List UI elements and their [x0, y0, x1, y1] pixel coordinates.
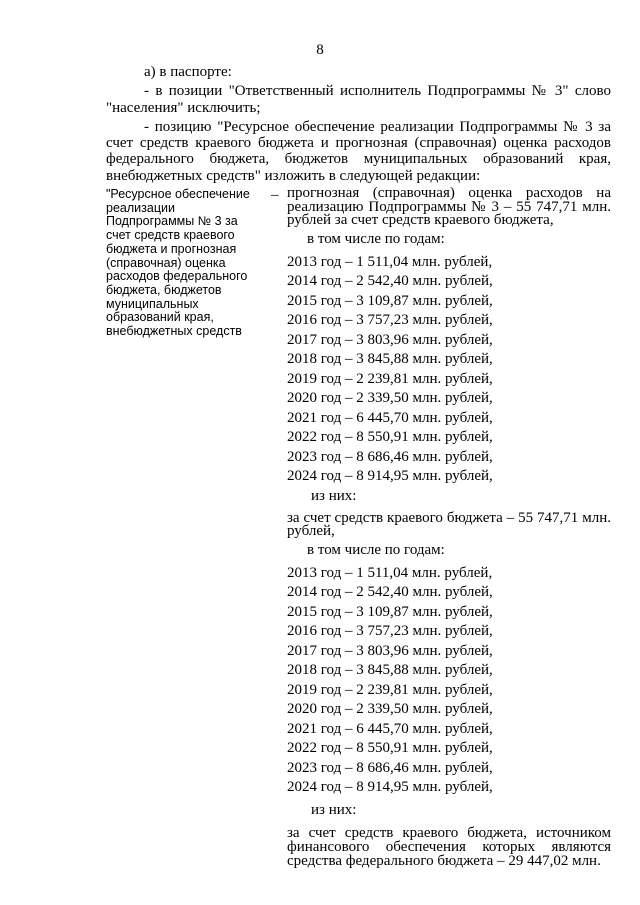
table-dash: –	[271, 187, 279, 203]
list-item: 2023 год – 8 686,46 млн. рублей,	[287, 759, 493, 776]
list-item: 2020 год – 2 339,50 млн. рублей,	[287, 390, 493, 406]
list-item: 2024 год – 8 914,95 млн. рублей,	[287, 779, 493, 795]
list-item: 2014 год – 2 542,40 млн. рублей,	[287, 273, 493, 289]
list-item: 2015 год – 3 109,87 млн. рублей,	[287, 603, 493, 620]
by-years-label-2: в том числе по годам:	[307, 541, 445, 558]
list-item: 2014 год – 2 542,40 млн. рублей,	[287, 584, 493, 600]
list-item: 2019 год – 2 239,81 млн. рублей,	[287, 681, 493, 698]
list-item: 2020 год – 2 339,50 млн. рублей,	[287, 701, 493, 717]
passport-position-value	[287, 187, 611, 868]
of-them-label-2: из них:	[311, 801, 357, 818]
years-list-total	[287, 253, 611, 487]
passport-position-label: "Ресурсное обеспечение реализации Подпрограммы № 3 за счет средств краевого бюджета и прогнозная (справочная) оценка расходов федерального бюджета, бюджетов муниципальных образований края, внебюджетных средств	[106, 187, 250, 339]
list-item: 2021 год – 6 445,70 млн. рублей,	[287, 720, 493, 737]
list-item: 2015 год – 3 109,87 млн. рублей,	[287, 292, 493, 309]
list-item: 2024 год – 8 914,95 млн. рублей,	[287, 468, 493, 484]
list-item: 2013 год – 1 511,04 млн. рублей,	[287, 564, 493, 581]
list-item: 2018 год – 3 845,88 млн. рублей,	[287, 662, 493, 678]
total-forecast-text: прогнозная (справочная) оценка расходов на реализацию Подпрограммы № 3 – 55 747,71 млн. рублей за счет средств краевого бюджета,	[287, 185, 611, 228]
list-item: 2017 год – 3 803,96 млн. рублей,	[287, 642, 493, 659]
list-item: 2017 год – 3 803,96 млн. рублей,	[287, 331, 493, 348]
bullet-2-text: - позицию "Ресурсное обеспечение реализации Подпрограммы № 3 за счет средств краевого бюджета и прогнозная (справочная) оценка расходов федерального бюджета, бюджетов муниципальных образований края, внебюджетных средств" изложить в следующей редакции:	[106, 118, 611, 184]
list-item: 2016 год – 3 757,23 млн. рублей,	[287, 312, 493, 328]
list-item: 2022 год – 8 550,91 млн. рублей,	[287, 740, 493, 756]
by-years-label: в том числе по годам:	[307, 230, 445, 247]
list-item: 2018 год – 3 845,88 млн. рублей,	[287, 351, 493, 367]
list-item: 2023 год – 8 686,46 млн. рублей,	[287, 448, 493, 465]
page-number: 8	[316, 42, 324, 58]
bullet-1-text: - в позиции "Ответственный исполнитель Подпрограммы № 3" слово "населения" исключить;	[106, 83, 611, 116]
of-them-label-1: из них:	[311, 487, 357, 504]
list-item: 2016 год – 3 757,23 млн. рублей,	[287, 623, 493, 639]
list-item: 2021 год – 6 445,70 млн. рублей,	[287, 409, 493, 426]
list-item: 2022 год – 8 550,91 млн. рублей,	[287, 429, 493, 445]
federal-source-text: за счет средств краевого бюджета, источником финансового обеспечения которых являются средства федерального бюджета – 29 447,02 млн.	[287, 824, 611, 869]
list-item: 2013 год – 1 511,04 млн. рублей,	[287, 253, 493, 270]
item-a-heading: а) в паспорте:	[144, 64, 232, 80]
years-list-regional	[287, 564, 611, 798]
intro-section	[106, 64, 611, 187]
list-item: 2019 год – 2 239,81 млн. рублей,	[287, 370, 493, 387]
regional-budget-text: за счет средств краевого бюджета – 55 747,71 млн. рублей,	[287, 509, 611, 539]
